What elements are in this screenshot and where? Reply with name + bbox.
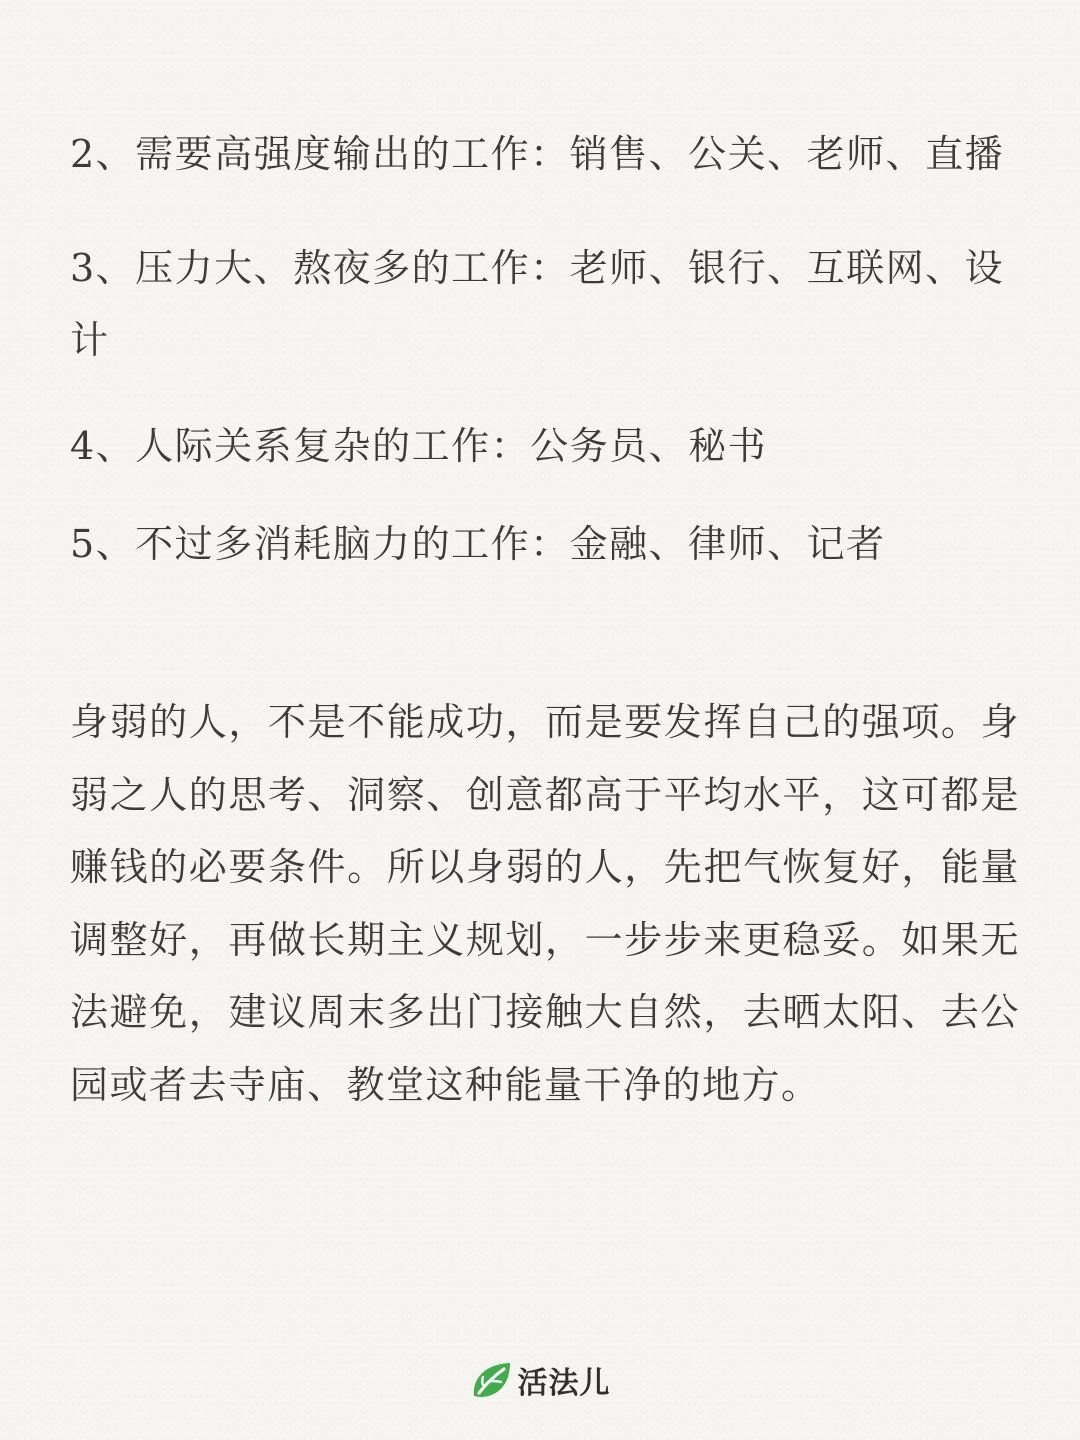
list-item: 4、人际关系复杂的工作：公务员、秘书 xyxy=(70,424,768,468)
brand-logo xyxy=(470,1358,611,1402)
footer xyxy=(0,1358,1080,1402)
leaf-icon xyxy=(470,1360,514,1400)
article-body xyxy=(70,118,1020,1121)
summary-paragraph: 身弱的人，不是不能成功，而是要发挥自己的强项。身弱之人的思考、洞察、创意都高于平均水平，这可都是赚钱的必要条件。所以身弱的人，先把气恢复好，能量调整好，再做长期主义规划，一步步来更稳妥。如果无法避免，建议周末多出门接触大自然，去晒太阳、去公园或者去寺庙、教堂这种能量干净的地方。 xyxy=(70,700,1020,1107)
brand-name: 活法儿 xyxy=(517,1366,611,1401)
list-item: 2、需要高强度输出的工作：销售、公关、老师、直播 xyxy=(70,132,1005,176)
list-item: 3、压力大、熬夜多的工作：老师、银行、互联网、设计 xyxy=(70,246,1005,362)
list-item: 5、不过多消耗脑力的工作：金融、律师、记者 xyxy=(70,522,886,566)
